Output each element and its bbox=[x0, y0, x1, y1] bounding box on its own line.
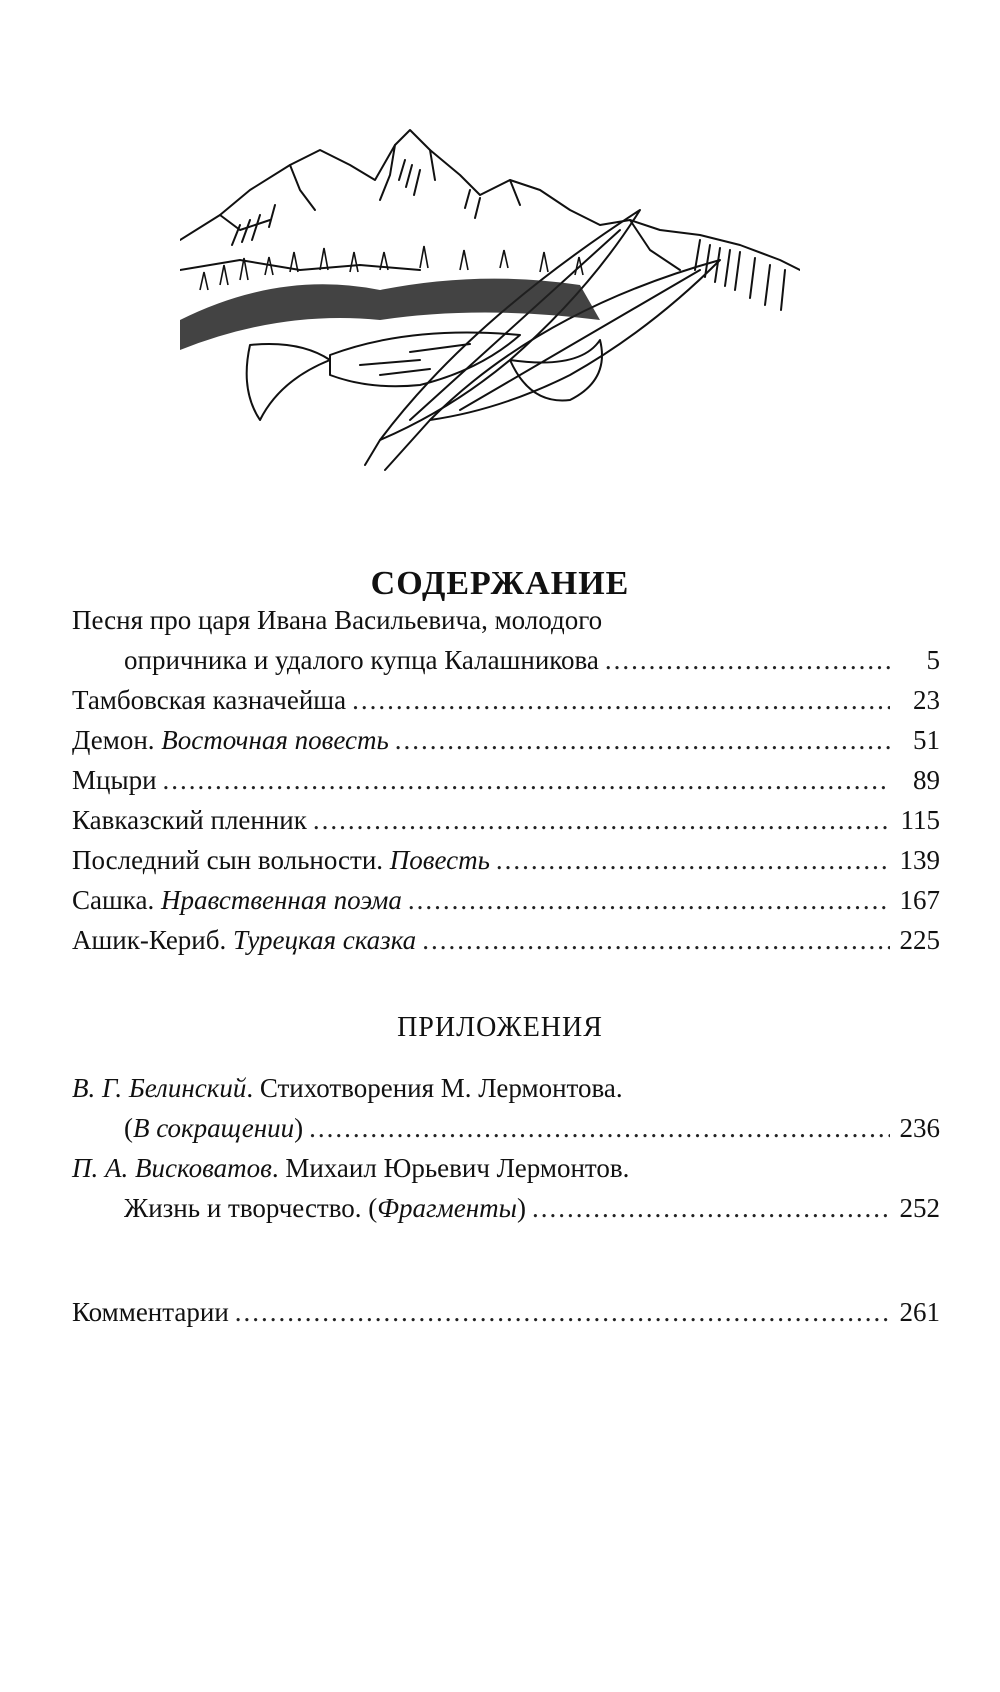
contents-list bbox=[72, 600, 940, 960]
author-name: В. Г. Белинский bbox=[72, 1073, 247, 1103]
toc-entry-1-line1: Песня про царя Ивана Васильевича, молодого bbox=[72, 605, 603, 635]
leader-dots bbox=[408, 880, 890, 920]
page-number: 5 bbox=[926, 645, 940, 675]
toc-entry-title: Демон. bbox=[72, 725, 155, 755]
toc-entry-title: Последний сын вольности. bbox=[72, 845, 384, 875]
toc-entry-title: Ашик-Кериб. bbox=[72, 925, 227, 955]
toc-entry-subtitle: Нравственная поэма bbox=[160, 885, 402, 915]
appendix-list bbox=[72, 1068, 940, 1228]
appendix-heading: ПРИЛОЖЕНИЯ bbox=[397, 1012, 603, 1043]
toc-entry-subtitle: Повесть bbox=[389, 845, 490, 875]
mountains-quill-illustration bbox=[180, 120, 800, 490]
toc-entry[interactable] bbox=[72, 1292, 940, 1332]
page-title: СОДЕРЖАНИЕ bbox=[370, 565, 630, 602]
toc-entry-title: Тамбовская казначейша bbox=[72, 685, 347, 715]
toc-entry[interactable] bbox=[72, 840, 940, 880]
entry-note: Жизнь и творчество. (Фрагменты) bbox=[124, 1193, 526, 1223]
toc-entry[interactable] bbox=[72, 800, 940, 840]
page-number: 167 bbox=[899, 885, 940, 915]
page-number: 89 bbox=[913, 765, 940, 795]
page-number: 225 bbox=[899, 925, 940, 955]
page-number: 51 bbox=[913, 725, 940, 755]
toc-entry[interactable] bbox=[72, 680, 940, 720]
page-number: 115 bbox=[900, 805, 940, 835]
leader-dots bbox=[309, 1108, 890, 1148]
toc-entry-subtitle: Восточная повесть bbox=[161, 725, 389, 755]
toc-entry[interactable] bbox=[72, 640, 940, 680]
appendix-entry-2-line1 bbox=[72, 1148, 940, 1188]
toc-entry-title: Сашка. bbox=[72, 885, 155, 915]
toc-entry[interactable] bbox=[72, 720, 940, 760]
entry-title: . Михаил Юрьевич Лермонтов. bbox=[271, 1153, 630, 1183]
appendix-entry-1-line1 bbox=[72, 1068, 940, 1108]
toc-entry[interactable] bbox=[72, 1108, 940, 1148]
page-number: 261 bbox=[899, 1297, 940, 1327]
toc-entry[interactable] bbox=[72, 760, 940, 800]
leader-dots bbox=[605, 640, 890, 680]
entry-note: (В сокращении) bbox=[124, 1113, 304, 1143]
page-number: 236 bbox=[899, 1113, 940, 1143]
toc-entry[interactable] bbox=[72, 880, 940, 920]
toc-entry-title: Мцыри bbox=[72, 765, 157, 795]
toc-entry-subtitle: Турецкая сказка bbox=[233, 925, 417, 955]
leader-dots bbox=[532, 1188, 890, 1228]
toc-entry-title: опричника и удалого купца Калашникова bbox=[124, 645, 599, 675]
toc-entry[interactable] bbox=[72, 920, 940, 960]
leader-dots bbox=[352, 680, 890, 720]
page-number: 23 bbox=[913, 685, 940, 715]
leader-dots bbox=[313, 800, 890, 840]
leader-dots bbox=[496, 840, 890, 880]
leader-dots bbox=[235, 1292, 890, 1332]
leader-dots bbox=[395, 720, 890, 760]
leader-dots bbox=[163, 760, 890, 800]
author-name: П. А. Висковатов bbox=[72, 1153, 272, 1183]
toc-entry[interactable] bbox=[72, 1188, 940, 1228]
toc-entry-title: Комментарии bbox=[72, 1297, 229, 1327]
entry-title: . Стихотворения М. Лермонтова. bbox=[246, 1073, 623, 1103]
page-number: 252 bbox=[899, 1193, 940, 1223]
commentary-list bbox=[72, 1292, 940, 1332]
toc-entry-title: Кавказский пленник bbox=[72, 805, 307, 835]
leader-dots bbox=[422, 920, 890, 960]
page-number: 139 bbox=[899, 845, 940, 875]
